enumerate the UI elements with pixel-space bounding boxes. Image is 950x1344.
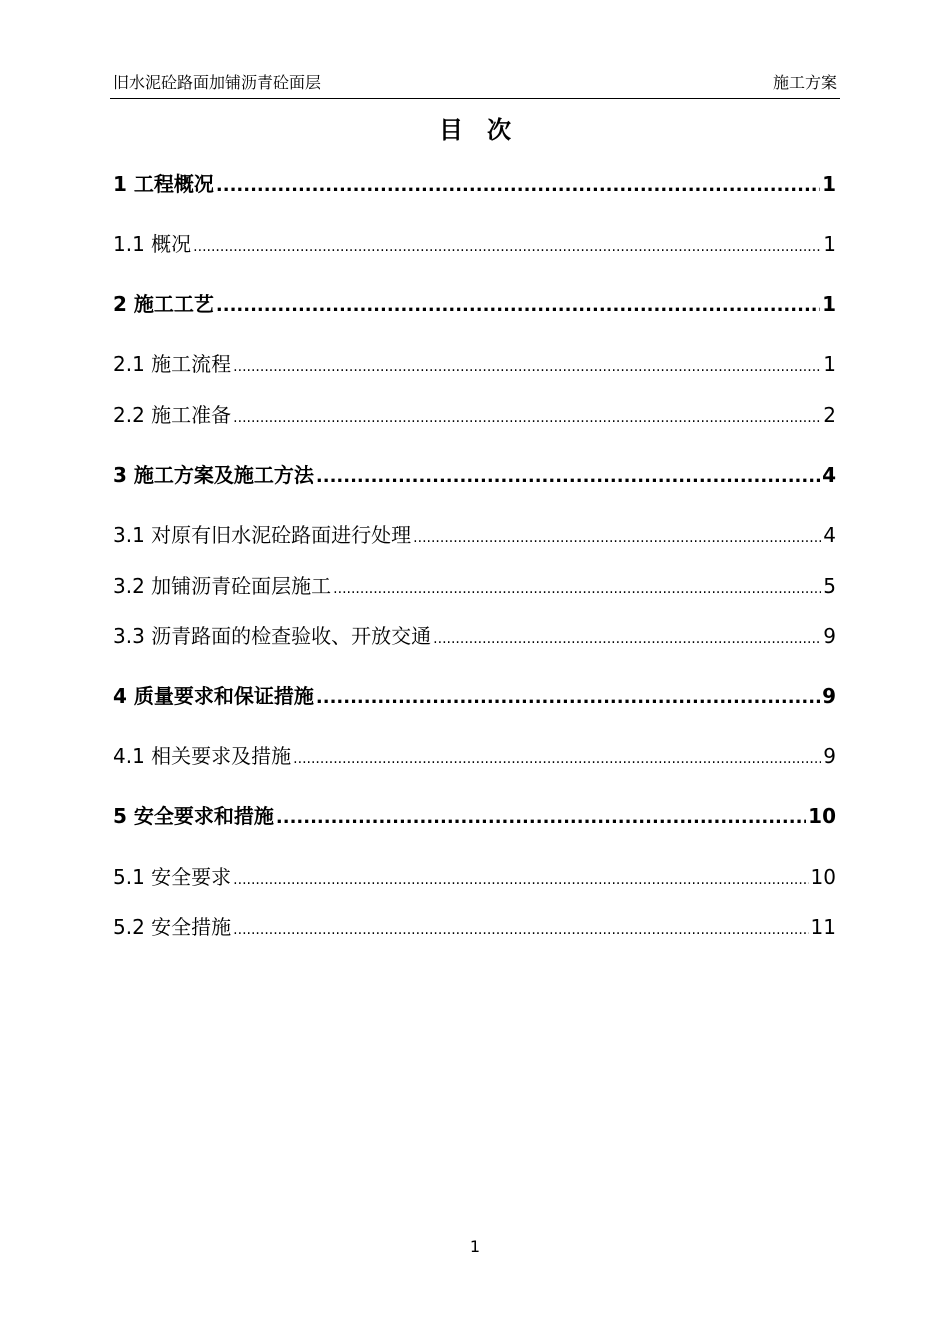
toc-leader: [233, 872, 808, 888]
toc-leader: [316, 687, 820, 708]
toc-entry[interactable]: [113, 228, 836, 257]
toc-entry[interactable]: [113, 680, 836, 709]
header-document-title: 旧水泥砼路面加铺沥青砼面层: [113, 73, 322, 92]
toc-entry-label: 5.2 安全措施: [113, 915, 232, 939]
toc-entry[interactable]: [113, 740, 836, 769]
page-number: 1: [469, 1237, 481, 1256]
toc-leader: [233, 359, 821, 375]
toc-entry-label: 2 施工工艺: [113, 292, 214, 316]
toc-entry-page: 10: [810, 865, 836, 889]
toc-entry-label: 1 工程概况: [113, 172, 214, 196]
toc-leader: [216, 175, 820, 196]
toc-entry-label: 2.2 施工准备: [113, 403, 232, 427]
toc-entry-page: 1: [823, 232, 836, 256]
toc-entry-label: 3.3 沥青路面的检查验收、开放交通: [113, 624, 432, 648]
toc-entry-page: 5: [823, 574, 836, 598]
toc-entry-label: 4.1 相关要求及措施: [113, 744, 292, 768]
toc-entry[interactable]: [113, 459, 836, 488]
toc-entry[interactable]: [113, 800, 836, 829]
toc-leader: [333, 581, 821, 597]
toc-entry-label: 3 施工方案及施工方法: [113, 463, 314, 487]
toc-entry-page: 1: [823, 352, 836, 376]
toc-entry[interactable]: [113, 861, 836, 890]
toc-entry[interactable]: [113, 399, 836, 428]
page-header: [110, 68, 840, 99]
toc-leader: [413, 530, 821, 546]
header-document-type: 施工方案: [772, 73, 837, 92]
toc-entry[interactable]: [113, 570, 836, 599]
toc-entry[interactable]: [113, 519, 836, 548]
toc-leader: [233, 410, 821, 426]
toc-entry-page: 4: [823, 523, 836, 547]
toc-leader: [293, 751, 821, 767]
toc-entry[interactable]: [113, 168, 836, 197]
toc-entry-page: 9: [823, 624, 836, 648]
toc-leader: [193, 239, 821, 255]
toc-entry-page: 1: [822, 172, 836, 196]
toc-entry-page: 4: [822, 463, 836, 487]
toc-entry-label: 2.1 施工流程: [113, 352, 232, 376]
toc-leader: [216, 295, 820, 316]
toc-entry-label: 1.1 概况: [113, 232, 192, 256]
toc-leader: [316, 466, 820, 487]
toc-entry-label: 5.1 安全要求: [113, 865, 232, 889]
toc-entry-page: 1: [822, 292, 836, 316]
toc-entry[interactable]: [113, 620, 836, 649]
toc-entry-label: 3.1 对原有旧水泥砼路面进行处理: [113, 523, 412, 547]
toc-entry-page: 10: [808, 804, 836, 828]
toc-entry-label: 5 安全要求和措施: [113, 804, 274, 828]
toc-title: 目 次: [439, 116, 511, 144]
toc-entry-page: 11: [810, 915, 836, 939]
toc-entry-label: 4 质量要求和保证措施: [113, 684, 314, 708]
toc-entry-label: 3.2 加铺沥青砼面层施工: [113, 574, 332, 598]
toc-entry[interactable]: [113, 348, 836, 377]
toc-leader: [233, 922, 808, 938]
toc-entry-page: 9: [823, 744, 836, 768]
toc-entry-page: 2: [823, 403, 836, 427]
toc-entry-page: 9: [822, 684, 836, 708]
toc-leader: [433, 631, 821, 647]
toc-entry[interactable]: [113, 911, 836, 940]
toc-leader: [276, 807, 806, 828]
toc-entry[interactable]: [113, 288, 836, 317]
